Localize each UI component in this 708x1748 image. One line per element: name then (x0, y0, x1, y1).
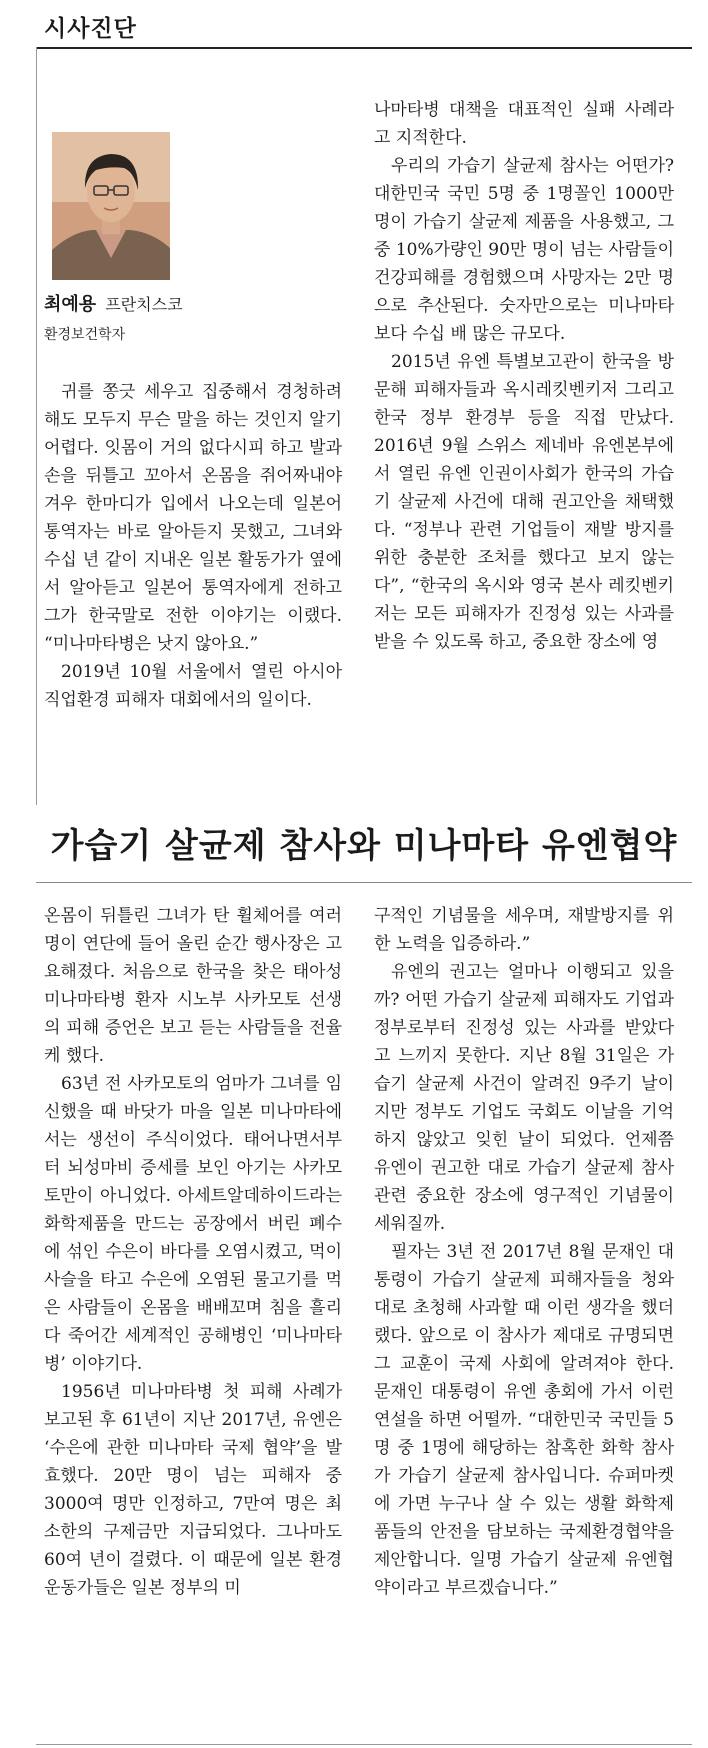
left-rule (36, 47, 37, 805)
paragraph: 우리의 가습기 살균제 참사는 어떤가? 대한민국 국민 5명 중 1명꼴인 1000만 명이 가습기 살균제 제품을 사용했고, 그중 10%가량인 90만 명이 넘는 사람들이 건강피해를 경험했으며 사망자는 2만 명으로 추산된다. 숫자만으로는 미나마타보다 수십 배 많은 규모다. (374, 156, 674, 344)
article-column-1 (44, 378, 342, 714)
bottom-rule (36, 1744, 692, 1745)
top-rule (36, 47, 692, 49)
article-column-2 (374, 96, 674, 656)
paragraph: 유엔의 권고는 얼마나 이행되고 있을까? 어떤 가습기 살균제 피해자도 기업과 정부로부터 진정성 있는 사과를 받았다고 느끼지 못한다. 지난 8월 31일은 가습기 살균제 사건이 알려진 9주기 날이지만 정부도 기업도 국회도 이날을 기억하지 않았고 잊힌 날이 되었다. 언제쯤 유엔이 권고한 대로 가습기 살균제 참사 관련 중요한 장소에 영구적인 기념물이 세워질까. (374, 962, 674, 1234)
article-column-3 (44, 902, 342, 1602)
author-title: 환경보건학자 (44, 327, 126, 343)
paragraph: 1956년 미나마타병 첫 피해 사례가 보고된 후 61년이 지난 2017년, 유엔은 ‘수은에 관한 미나마타 국제 협약’을 발효했다. 20만 명이 넘는 피해자 중 3000여 명만 인정하고, 7만여 명은 최소한의 구제금만 지급되었다. 그나마도 60여 년이 걸렸다. 이 때문에 일본 환경 운동가들은 일본 정부의 미 (44, 1382, 342, 1598)
paragraph: 구적인 기념물을 세우며, 재발방지를 위한 노력을 입증하라.” (374, 906, 674, 954)
article-headline: 가습기 살균제 참사와 미나마타 유엔협약 (50, 826, 678, 866)
paragraph: 나마타병 대책을 대표적인 실패 사례라고 지적한다. (374, 100, 674, 148)
paragraph: 63년 전 사카모토의 엄마가 그녀를 임신했을 때 바닷가 마을 일본 미나마타에서는 생선이 주식이었다. 태어나면서부터 뇌성마비 증세를 보인 아기는 사카모토만이 아니었다. 아세트알데하이드라는 화학제품을 만드는 공장에서 버린 폐수에 섞인 수은이 바다를 오염시켰고, 먹이 사슬을 타고 수은에 오염된 물고기를 먹은 사람들이 온몸을 배배꼬며 침을 흘리다 죽어간 세계적인 공해병인 ‘미나마타병’ 이야기다. (44, 1074, 342, 1374)
author-photo (52, 132, 170, 280)
paragraph: 온몸이 뒤틀린 그녀가 탄 휠체어를 여러 명이 연단에 들어 올린 순간 행사장은 고요해졌다. 처음으로 한국을 찾은 태아성 미나마타병 환자 시노부 사카모토 선생의 피해 증언은 보고 듣는 사람들을 전율케 했다. (44, 906, 342, 1066)
paragraph: 2015년 유엔 특별보고관이 한국을 방문해 피해자들과 옥시레킷벤키저 그리고 한국 정부 환경부 등을 직접 만났다. 2016년 9월 스위스 제네바 유엔본부에서 열린 유엔 인권이사회가 한국의 가습기 살균제 사건에 대해 권고안을 채택했다. “정부나 관련 기업들이 재발 방지를 위한 충분한 조처를 했다고 보지 않는다”, “한국의 옥시와 영국 본사 레킷벤키저는 모든 피해자가 진정성 있는 사과를 받을 수 있도록 하고, 중요한 장소에 영 (374, 352, 674, 652)
author-portrait-illustration (52, 132, 170, 280)
article-column-4 (374, 902, 674, 1602)
paragraph: 귀를 쫑긋 세우고 집중해서 경청하려 해도 모두지 무슨 말을 하는 것인지 알기 어렵다. 잇몸이 거의 없다시피 하고 발과 손을 뒤틀고 꼬아서 온몸을 쥐어짜내야 겨우 한마디가 입에서 나오는데 일본어 통역자는 바로 알아듣지 못했고, 그녀와 수십 년 같이 지내온 일본 활동가가 옆에서 알아듣고 일본어 통역자에게 전하고 그가 한국말로 전한 이야기는 이랬다. “미나마타병은 낫지 않아요.” (44, 382, 342, 654)
author-byline (44, 290, 183, 344)
author-role: 프란치스코 (105, 295, 183, 314)
headline-rule (36, 882, 692, 883)
paragraph: 2019년 10월 서울에서 열린 아시아 직업환경 피해자 대회에서의 일이다. (44, 662, 342, 710)
author-name: 최예용 (44, 294, 97, 315)
paragraph: 필자는 3년 전 2017년 8월 문재인 대통령이 가습기 살균제 피해자들을 청와대로 초청해 사과할 때 이런 생각을 했더랬다. 앞으로 이 참사가 제대로 규명되면 그 교훈이 국제 사회에 알려져야 한다. 문재인 대통령이 유엔 총회에 가서 이런 연설을 하면 어떨까. “대한민국 국민들 5명 중 1명에 해당하는 참혹한 화학 참사가 가습기 살균제 참사입니다. 슈퍼마켓에 가면 누구나 살 수 있는 생활 화학제품들의 안전을 담보하는 국제환경협약을 제안합니다. 일명 가습기 살균제 유엔협약이라고 부르겠습니다.” (374, 1242, 674, 1598)
section-label: 시사진단 (44, 16, 137, 42)
